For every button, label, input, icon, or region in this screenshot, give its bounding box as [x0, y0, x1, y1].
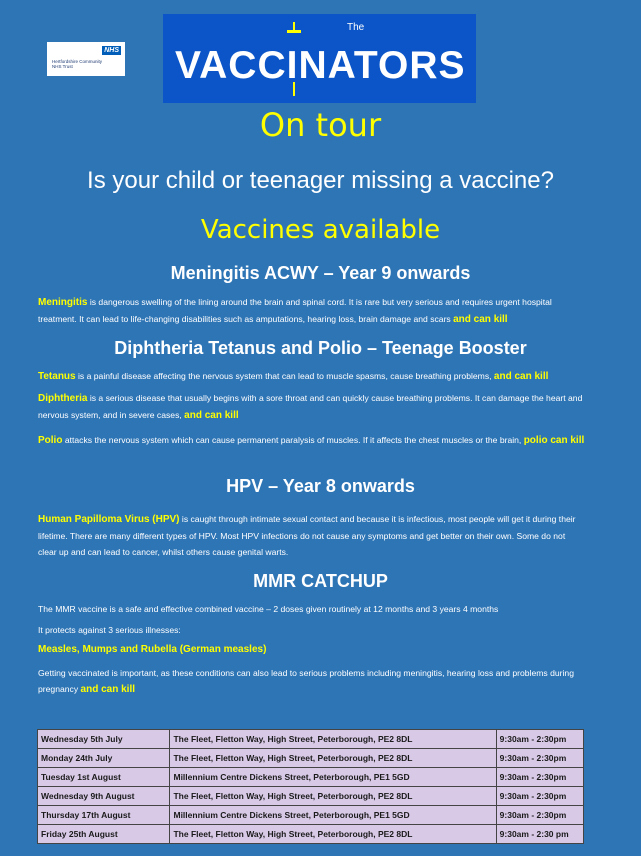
vaccines-available-heading: Vaccines available — [200, 215, 441, 245]
mmr-paragraph — [38, 665, 586, 698]
schedule-time: 9:30am - 2:30pm — [496, 768, 583, 787]
hpv-term: Human Papilloma Virus (HPV) — [38, 514, 180, 525]
vaccinators-banner — [163, 14, 476, 103]
schedule-date: Wednesday 5th July — [38, 730, 170, 749]
diphtheria-paragraph — [38, 390, 586, 424]
on-tour-heading: On tour — [259, 106, 382, 144]
schedule-date: Thursday 17th August — [38, 806, 170, 825]
schedule-location: The Fleet, Fletton Way, High Street, Peterborough, PE2 8DL — [170, 787, 496, 806]
diphtheria-kill: and can kill — [184, 410, 239, 421]
schedule-row — [38, 768, 584, 787]
diphtheria-term: Diphtheria — [38, 393, 88, 404]
polio-paragraph — [38, 432, 586, 449]
tetanus-text: is a painful disease affecting the nervous system that can lead to muscle spasms, cause breathing problems, — [75, 371, 494, 381]
schedule-row — [38, 749, 584, 768]
nhs-badge: NHS — [104, 47, 119, 54]
polio-kill: polio can kill — [523, 435, 585, 446]
banner-title: VACCINATORS — [175, 44, 466, 87]
schedule-row — [38, 787, 584, 806]
question-heading: Is your child or teenager missing a vaccine? — [87, 167, 554, 194]
mmr-line2: It protects against 3 serious illnesses: — [38, 625, 181, 635]
schedule-location: Millennium Centre Dickens Street, Peterborough, PE1 5GD — [170, 768, 496, 787]
mmr-heading: MMR CATCHUP — [253, 571, 388, 591]
nhs-trust-logo — [47, 42, 125, 76]
mmr-illnesses: Measles, Mumps and Rubella (German measles) — [38, 644, 267, 655]
meningitis-term: Meningitis — [38, 297, 88, 308]
meningitis-heading: Meningitis ACWY – Year 9 onwards — [170, 263, 471, 283]
schedule-date: Wednesday 9th August — [38, 787, 170, 806]
schedule-location: Millennium Centre Dickens Street, Peterborough, PE1 5GD — [170, 806, 496, 825]
tetanus-paragraph — [38, 368, 586, 385]
banner-the: The — [347, 22, 365, 33]
schedule-location: The Fleet, Fletton Way, High Street, Peterborough, PE2 8DL — [170, 749, 496, 768]
meningitis-kill: and can kill — [453, 314, 508, 325]
trust-name — [52, 59, 102, 69]
tetanus-term: Tetanus — [38, 371, 76, 382]
schedule-row — [38, 730, 584, 749]
meningitis-text: is dangerous swelling of the lining around the brain and spinal cord. It is rare but very serious and requires urgent hospital treatment. It can lead to life-changing disabilities such as amputations, hearing loss, brain damage and scars — [38, 297, 552, 324]
schedule-date: Monday 24th July — [38, 749, 170, 768]
schedule-date: Tuesday 1st August — [38, 768, 170, 787]
schedule-date: Friday 25th August — [38, 825, 170, 844]
hpv-text: is caught through intimate sexual contact and because it is infectious, most people will get it during their lifetime. There are many different types of HPV. Most HPV infections do not cause any symptoms and get better on their own. Some do not clear up and can lead to cancer, whilst others cause genital warts. — [38, 514, 576, 557]
schedule-time: 9:30am - 2:30pm — [496, 787, 583, 806]
trust-name-line2: NHS Trust — [52, 64, 73, 69]
dtp-heading: Diphtheria Tetanus and Polio – Teenage Booster — [114, 338, 527, 358]
schedule-location: The Fleet, Fletton Way, High Street, Peterborough, PE2 8DL — [170, 825, 496, 844]
trust-name-line1: Hertfordshire Community — [52, 59, 103, 64]
schedule-row — [38, 806, 584, 825]
tetanus-kill: and can kill — [493, 371, 549, 382]
diphtheria-text: is a serious disease that usually begins with a sore throat and can quickly cause breathing problems. It can damage the heart and nervous system, and in severe cases, — [38, 393, 583, 420]
schedule-location: The Fleet, Fletton Way, High Street, Peterborough, PE2 8DL — [170, 730, 496, 749]
schedule-table — [37, 729, 584, 844]
schedule-time: 9:30am - 2:30pm — [496, 806, 583, 825]
mmr-text: Getting vaccinated is important, as these conditions can also lead to serious problems including meningitis, hearing loss and problems during pregnancy — [38, 668, 574, 694]
hpv-paragraph — [38, 511, 586, 560]
schedule-time: 9:30am - 2:30pm — [496, 749, 583, 768]
hpv-heading: HPV – Year 8 onwards — [226, 476, 415, 496]
mmr-kill: and can kill — [80, 684, 135, 695]
schedule-row — [38, 825, 584, 844]
schedule-time: 9:30am - 2:30pm — [496, 730, 583, 749]
polio-term: Polio — [38, 435, 63, 446]
meningitis-paragraph — [38, 294, 586, 328]
polio-text: attacks the nervous system which can cause permanent paralysis of muscles. If it affects the chest muscles or the brain, — [62, 435, 524, 445]
mmr-line1: The MMR vaccine is a safe and effective combined vaccine – 2 doses given routinely at 12 months and 3 years 4 months — [38, 604, 499, 614]
schedule-time: 9:30am - 2:30 pm — [496, 825, 583, 844]
